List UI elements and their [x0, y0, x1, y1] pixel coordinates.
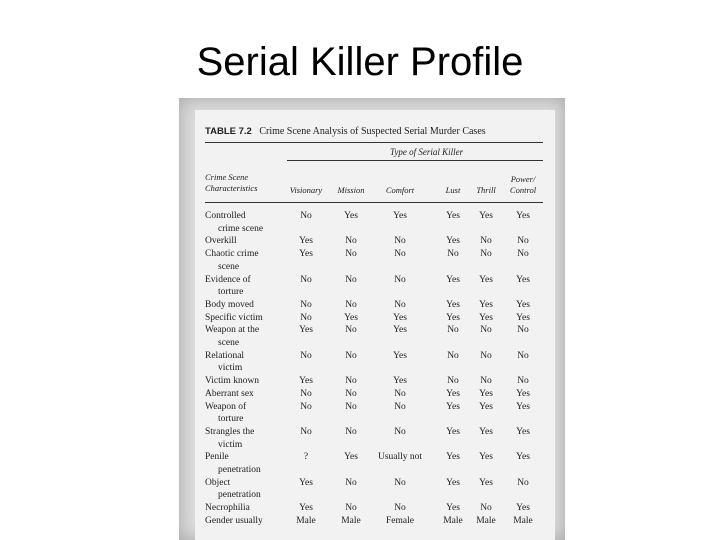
cell-thrill: Yes: [479, 452, 493, 463]
row-label-line: Aberrant sex: [205, 388, 254, 399]
column-header-line: Comfort: [385, 185, 415, 195]
column-header-line: Power/: [510, 174, 536, 184]
cell-mission: No: [345, 477, 357, 488]
row-header-line: Characteristics: [205, 183, 258, 193]
cell-mission: No: [345, 325, 357, 336]
top-rule: [205, 142, 543, 143]
row-label-line: penetration: [218, 465, 261, 475]
cell-lust: Yes: [446, 299, 460, 310]
cell-mission: No: [345, 299, 357, 310]
cell-comfort: Yes: [393, 350, 407, 361]
cell-mission: No: [345, 249, 357, 260]
cell-mission: No: [345, 236, 357, 247]
row-label-line: victim: [218, 363, 243, 374]
column-header-line: Visionary: [289, 185, 323, 195]
cell-visionary: No: [300, 388, 312, 399]
cell-power: Yes: [516, 274, 530, 285]
cell-lust: Yes: [446, 426, 460, 437]
cell-lust: Yes: [446, 274, 460, 285]
row-label-line: Victim known: [205, 376, 260, 387]
row-label-line: Strangles the: [205, 426, 255, 437]
cell-thrill: Yes: [479, 299, 493, 310]
cell-power: No: [517, 350, 529, 361]
cell-visionary: No: [300, 211, 312, 221]
row-label-line: Evidence of: [205, 274, 251, 285]
cell-visionary: No: [300, 426, 312, 437]
cell-power: Yes: [516, 388, 530, 399]
cell-thrill: Male: [476, 515, 496, 526]
cell-mission: No: [345, 274, 357, 285]
cell-thrill: Yes: [479, 312, 493, 323]
cell-lust: Yes: [446, 477, 460, 488]
cell-lust: Male: [443, 515, 463, 526]
column-header-line: Thrill: [476, 185, 496, 195]
group-rule: [287, 160, 543, 161]
cell-comfort: Female: [386, 515, 414, 526]
cell-visionary: No: [300, 312, 312, 323]
cell-lust: Yes: [446, 401, 460, 412]
scanned-table-image: [179, 98, 565, 540]
cell-power: Yes: [516, 401, 530, 412]
cell-comfort: No: [394, 299, 406, 310]
cell-mission: No: [345, 350, 357, 361]
row-label-line: torture: [218, 287, 244, 298]
cell-thrill: No: [480, 325, 492, 336]
cell-visionary: Male: [296, 515, 316, 526]
cell-mission: No: [345, 426, 357, 437]
cell-power: No: [517, 236, 529, 247]
cell-power: Yes: [516, 503, 530, 514]
table-number: TABLE 7.2: [205, 126, 252, 137]
cell-power: Yes: [516, 299, 530, 310]
cell-thrill: Yes: [479, 477, 493, 488]
row-label-line: Penile: [205, 452, 229, 463]
cell-mission: No: [345, 503, 357, 514]
row-label-line: Chaotic crime: [205, 249, 259, 260]
row-label-line: Overkill: [205, 236, 237, 247]
cell-comfort: No: [394, 388, 406, 399]
cell-lust: Yes: [446, 236, 460, 247]
cell-thrill: Yes: [479, 211, 493, 221]
cell-lust: Yes: [446, 452, 460, 463]
cell-visionary: Yes: [299, 236, 313, 247]
cell-thrill: No: [480, 236, 492, 247]
cell-visionary: ?: [303, 452, 309, 463]
cell-lust: Yes: [446, 312, 460, 323]
cell-comfort: No: [394, 249, 406, 260]
column-header-thrill: [471, 185, 501, 196]
cell-visionary: No: [300, 350, 312, 361]
cell-mission: Yes: [344, 211, 358, 221]
cell-comfort: No: [394, 477, 406, 488]
cell-comfort: Yes: [393, 211, 407, 221]
slide-title: Serial Killer Profile: [196, 40, 524, 84]
table-caption: [205, 126, 486, 137]
cell-visionary: Yes: [299, 503, 313, 514]
cell-comfort: No: [394, 426, 406, 437]
cell-visionary: Yes: [299, 325, 313, 336]
row-header-line: Crime Scene: [205, 172, 249, 182]
header-rule: [205, 202, 543, 203]
row-label-line: Relational: [205, 350, 245, 361]
row-label-line: Weapon of: [205, 401, 247, 412]
cell-lust: Yes: [446, 388, 460, 399]
row-label-line: Specific victim: [205, 312, 263, 323]
column-header-power: [503, 174, 543, 196]
row-label-line: Controlled: [205, 211, 246, 221]
row-label-line: victim: [218, 439, 243, 450]
cell-thrill: Yes: [479, 274, 493, 285]
cell-thrill: No: [480, 376, 492, 387]
row-label-line: scene: [218, 261, 240, 272]
cell-thrill: No: [480, 249, 492, 260]
cell-mission: No: [345, 401, 357, 412]
cell-thrill: No: [480, 503, 492, 514]
cell-comfort: No: [394, 401, 406, 412]
cell-visionary: Yes: [299, 376, 313, 387]
cell-mission: Male: [341, 515, 361, 526]
column-header-comfort: [368, 185, 432, 196]
cell-power: No: [517, 477, 529, 488]
column-header-line: Lust: [445, 185, 461, 195]
cell-thrill: No: [480, 350, 492, 361]
row-label-line: crime scene: [218, 223, 264, 234]
table-caption-text: Crime Scene Analysis of Suspected Serial Murder Cases: [259, 126, 486, 137]
row-label-line: penetration: [218, 490, 261, 501]
row-label-line: Gender usually: [205, 515, 263, 526]
table-page: [195, 110, 555, 540]
cell-comfort: No: [394, 274, 406, 285]
cell-lust: No: [447, 325, 459, 336]
cell-power: Yes: [516, 211, 530, 221]
cell-power: No: [517, 249, 529, 260]
row-label-line: Necrophilia: [205, 503, 250, 514]
cell-lust: No: [447, 376, 459, 387]
cell-visionary: Yes: [299, 477, 313, 488]
cell-thrill: Yes: [479, 426, 493, 437]
cell-visionary: No: [300, 401, 312, 412]
cell-comfort: No: [394, 503, 406, 514]
cell-lust: Yes: [446, 211, 460, 221]
cell-visionary: Yes: [299, 249, 313, 260]
cell-lust: Yes: [446, 503, 460, 514]
cell-visionary: No: [300, 299, 312, 310]
cell-comfort: Usually not: [377, 452, 423, 463]
cell-thrill: Yes: [479, 388, 493, 399]
cell-mission: Yes: [344, 312, 358, 323]
cell-power: Yes: [516, 452, 530, 463]
cell-power: Male: [513, 515, 533, 526]
row-label-line: scene: [218, 338, 240, 348]
cell-mission: No: [345, 376, 357, 387]
cell-comfort: Yes: [393, 376, 407, 387]
row-label-line: Body moved: [205, 299, 254, 310]
cell-power: No: [517, 325, 529, 336]
cell-mission: No: [345, 388, 357, 399]
column-header-lust: [438, 185, 468, 196]
cell-comfort: Yes: [393, 312, 407, 323]
cell-power: No: [517, 376, 529, 387]
cell-comfort: Yes: [393, 325, 407, 336]
cell-visionary: No: [300, 274, 312, 285]
cell-lust: No: [447, 249, 459, 260]
column-header-mission: [331, 185, 371, 196]
group-header: Type of Serial Killer: [390, 147, 464, 157]
column-header-line: Control: [509, 185, 537, 195]
cell-power: Yes: [516, 312, 530, 323]
column-header-line: Mission: [337, 185, 365, 195]
row-label-line: Object: [205, 477, 231, 488]
row-label-line: torture: [218, 414, 244, 425]
cell-power: Yes: [516, 426, 530, 437]
cell-thrill: Yes: [479, 401, 493, 412]
cell-comfort: No: [394, 236, 406, 247]
column-header-visionary: [280, 185, 332, 196]
cell-mission: Yes: [344, 452, 358, 463]
row-label-line: Weapon at the: [205, 325, 260, 336]
cell-lust: No: [447, 350, 459, 361]
row-header: [205, 172, 257, 194]
